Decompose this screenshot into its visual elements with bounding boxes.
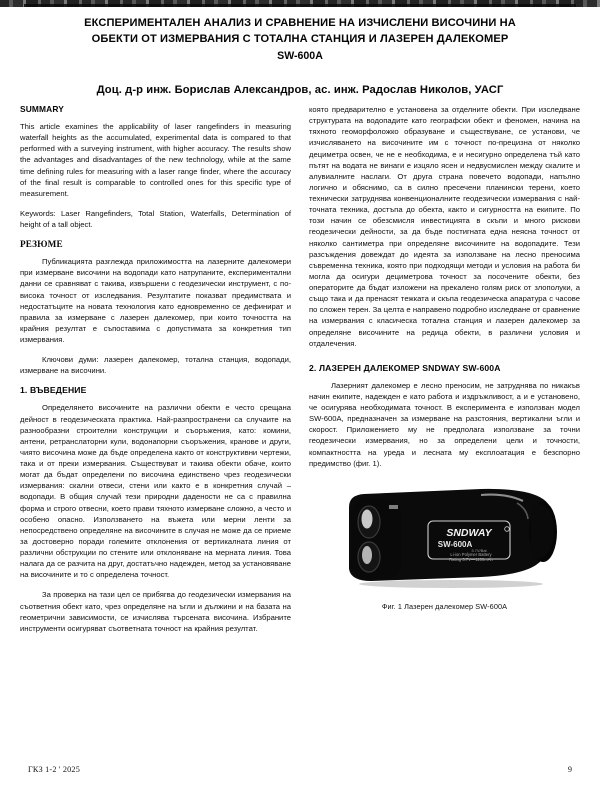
resume-heading: РЕЗЮМЕ (20, 239, 63, 250)
svg-text:3.7V/Bat: 3.7V/Bat (470, 547, 487, 553)
device-brand-text: SNDWAY (445, 526, 492, 539)
svg-text:Rating 3.7V—1100mAh: Rating 3.7V—1100mAh (448, 556, 493, 562)
right-column (309, 104, 580, 641)
keywords-paragraph: Keywords: Laser Rangefinders, Total Station, Waterfalls, Determination of height of a tall object. (20, 208, 291, 229)
keywords-bg-paragraph: Ключови думи: лазерен далекомер, тотална станция, водопади, измерване на височини. (20, 355, 291, 376)
left-column (20, 104, 291, 641)
page-number: 9 (567, 765, 572, 774)
figure-1 (309, 485, 580, 611)
page-title-line-3: SW-600A (277, 49, 323, 62)
page-title-line-2: ОБЕКТИ ОТ ИЗМЕРВАНИЯ С ТОТАЛНА СТАНЦИЯ И ЛАЗЕРЕН ДАЛЕКОМЕР (91, 32, 509, 45)
intro-paragraph-1: Определянето височините на различни обекти е често срещана дейност в геодезическата практика. Най-разпространени са случаите на разнообразни строителни конструкции и съоръжения, като: комини, антени, ретранслаторни кули, водонапорни съоръжения, кранове и други, чиято височина може да бъде определена както от конструктивни чертежи, така и от преки измервания. Съществуват и такива обекти обаче, които могат да бъдат определени по височина единствено чрез геодезически измервания: скални отвеси, стени или както е в конкретния случай – водопади. В общия случай тези природни дадености не са с правилна форма и строго отвесни, което прави тяхното измерване сложно, а често и особено опасно. Използването на въжета или мерни ленти за непосредствено определяне на височините в случая не може да се приеме за достоверно поради големите отклонения от вертикалната линия от различни обструкции по стените или отклоняване на мерната линия. Това налага да се разчита на друг, достатъчно надежден, метод за установяване на височините и то с определена точност. (20, 403, 291, 580)
section-2-heading: 2. ЛАЗЕРЕН ДАЛЕКОМЕР SNDWAY SW-600A (309, 362, 501, 373)
intro-paragraph-2: За проверка на тази цел се прибягва до геодезически измервания на съответния обект като, чрез определяне на ъгли и дължини и на базата на геометрични зависимости, се изчислява търсената височина. Избраните инструменти осигуряват съответната точност на крайния резултат. (20, 590, 291, 633)
scan-artifact-bar-inner (24, 4, 576, 7)
two-column-body (0, 104, 600, 641)
summary-heading: SUMMARY (20, 104, 65, 114)
footer-journal-reference: ГКЗ 1-2 ' 2025 (28, 765, 81, 774)
summary-paragraph: This article examines the applicability of laser rangefinders in measuring waterfall heights as the accumulated, experimental data is compared to that performed with a surveying instrument, with higher accuracy. The results show the advantages and disadvantages of the new technology, while at the same time defining rules for measuring with a laser range finder, where the accuracy of the final result is comparable to controlled ones for this specific type of measurement. (20, 122, 291, 198)
authors-line: Доц. д-р инж. Борислав Александров, ас. инж. Радослав Николов, УАСГ (96, 84, 504, 97)
section-1-heading: 1. ВЪВЕДЕНИЕ (20, 385, 87, 396)
resume-paragraph: Публикацията разглежда приложимостта на лазерните далекомери при измерване височини на водопади като натрупаните, експериментални данни се сравняват с такива, извършени с геодезически инструмент, с по-висока точност от изследвания. Резултатите показват предимствата и недостатъците на новата технология като едновременно се дефинират и правила за измерване с лазерен далекомер, при които точността на крайния резултат е съпоставима с допустимата за конкретния тип измервания. (20, 257, 291, 344)
page-title-line-1: ЕКСПЕРИМЕНТАЛЕН АНАЛИЗ И СРАВНЕНИЕ НА ИЗЧИСЛЕНИ ВИСОЧИНИ НА (84, 17, 516, 29)
figure-1-caption: Фиг. 1 Лазерен далекомер SW-600A (381, 601, 508, 611)
title-block (22, 16, 578, 63)
right-paragraph-1: която предварително е установена за отделните обекти. При изследване структурата на водопадите като географски обект и феномен, начина на тяхното геоморфоложко образуване и съществуване, се установи, че изчисляването на височините им с точност по-прецизна от няколко дециметра освен, че не е необходима, е и несигурно определена тъй като пътят на водата не винаги е изцяло ясен и недвусмислен между скалите и алувиалните наслаги. От друга страна повечето водопади, напълно логично и обяснимо, са в силно пресечени планински терени, което технически затруднява конвенционалните геодезически измервания с най-точната техника, достъпа до обекта, както и сигурността на екипите. По този начин се обезсмисля инвестицията в скъпи и много рискови геодезически дейности, за да бъде постигната една неясна точност от няколко сантиметра при определяне височините на водопадите. Тези разсъждения довеждат до идеята за използване на лесно преносима съвременна техника, която при подходящи методи и условия на работа би могла да осигури дециметрова точност за посочените обекти, без операторите да бъдат изложени на прекалено голям риск от злополуки, а също така и да пренасят тежката и скъпа геодезическа апаратура с часове по сложен терен. За целта е направено подробно изследване от сравнение на измервания с класическа тотална станция и лазерен далекомер за определяне височините на редица обекти, в различни условия и отдалечения. (309, 105, 580, 348)
right-paragraph-2: Лазерният далекомер е лесно преносим, не затруднява по никакъв начин екипите, надежден е като работа и издръжливост, а и е установено, че осигурява необходимата точност. В експеримента е използван модел SW-600A, предназначен за измерване на разстояния, вертикални ъгли и скорост. Приложението му не предполага използване за точни геодезически измервания, но за определени цели и точности, компактността на уреда и лесната му експлоатация е безспорно предимство (фиг. 1). (309, 380, 580, 468)
page-footer (0, 765, 600, 774)
spacer (309, 356, 580, 363)
device-model-text: SW-600A (437, 539, 472, 549)
svg-text:Li-ion Polymer Battery: Li-ion Polymer Battery (449, 551, 492, 557)
laser-rangefinder-photo (331, 485, 559, 589)
